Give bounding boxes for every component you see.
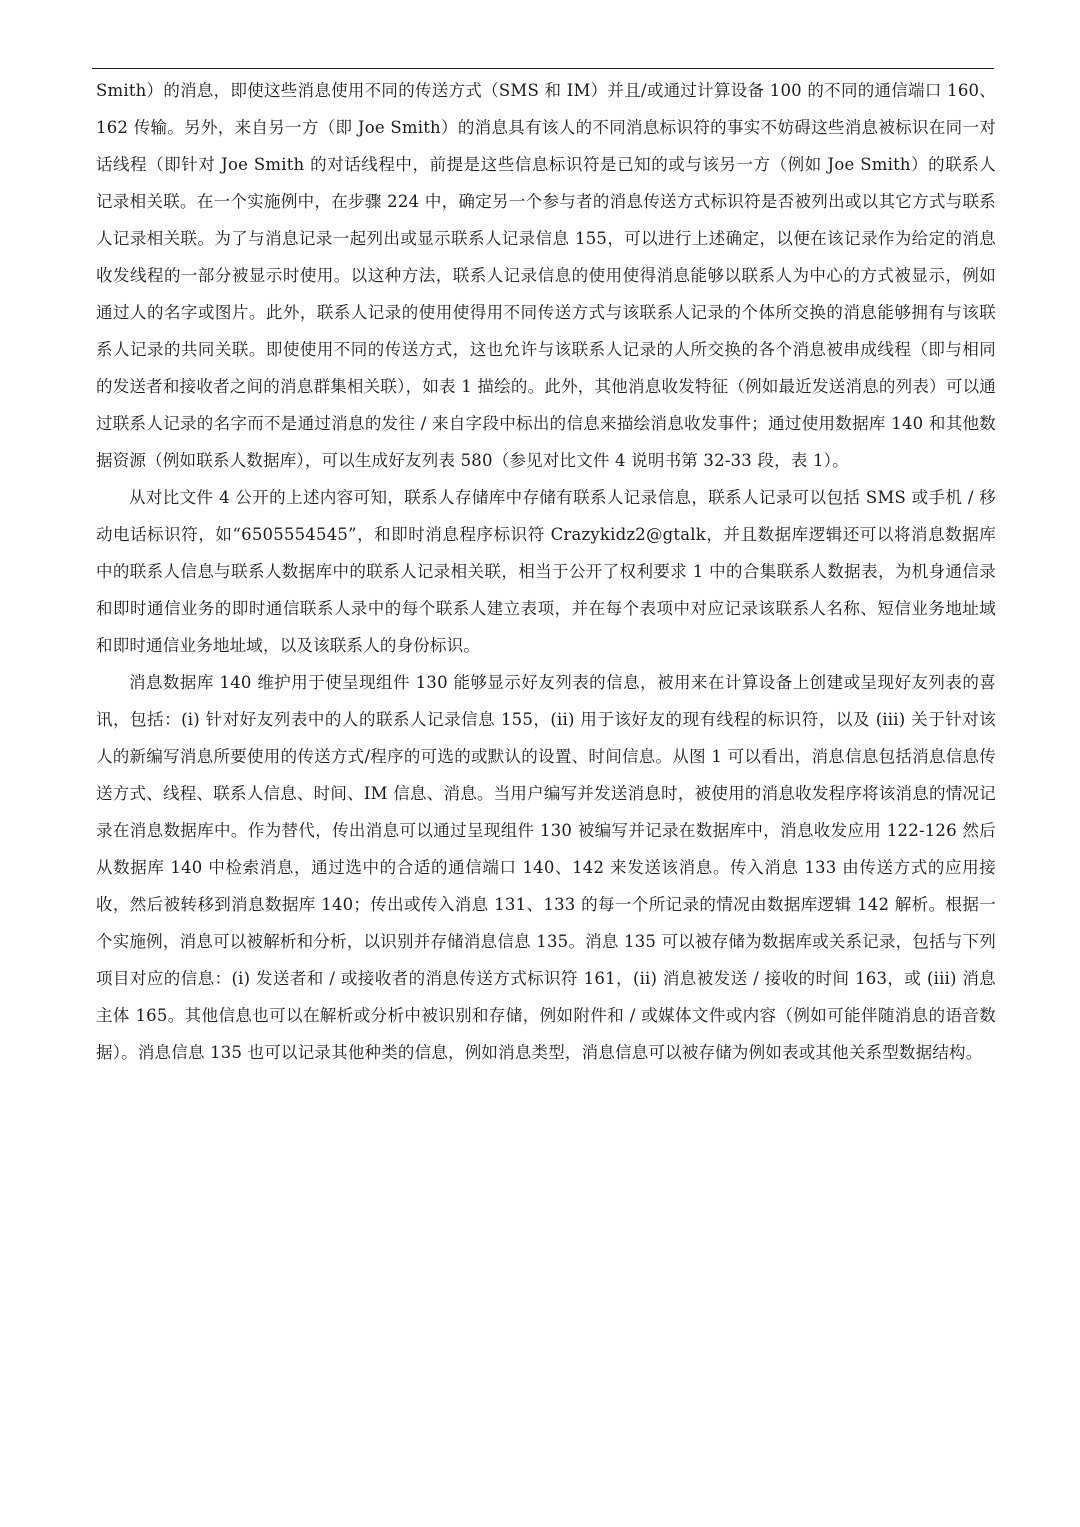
paragraph-message-database: 消息数据库 140 维护用于使呈现组件 130 能够显示好友列表的信息，被用来在计算设备上创建或呈现好友列表的喜讯，包括：(i) 针对好友列表中的人的联系人记录信息 155，(ii) 用于该好友的现有线程的标识符，以及 (iii) 关于针对该人的新编写消息所要使用的传送方式/程序的可选的或默认的设置、时间信息。从图 1 可以看出，消息信息包括消息信息传送方式、线程、联系人信息、时间、IM 信息、消息。当用户编写并发送消息时，被使用的消息收发程序将该消息的情况记录在消息数据库中。作为替代，传出消息可以通过呈现组件 130 被编写并记录在数据库中，消息收发应用 122-126 然后从数据库 140 中检索消息，通过选中的合适的通信端口 140、142 来发送该消息。传入消息 133 由传送方式的应用接收，然后被转移到消息数据库 140；传出或传入消息 131、133 的每一个所记录的情况由数据库逻辑 142 解析。根据一个实施例，消息可以被解析和分析，以识别并存储消息信息 135。消息 135 可以被存储为数据库或关系记录，包括与下列项目对应的信息：(i) 发送者和 / 或接收者的消息传送方式标识符 161，(ii) 消息被发送 / 接收的时间 163，或 (iii) 消息主体 165。其他信息也可以在解析或分析中被识别和存储，例如附件和 / 或媒体文件或内容（例如可能伴随消息的语音数据）。消息信息 135 也可以记录其他种类的信息，例如消息类型，消息信息可以被存储为例如表或其他关系型数据结构。 [96, 673, 996, 1062]
header-rule [92, 68, 994, 69]
paragraph-continued: Smith）的消息，即使这些消息使用不同的传送方式（SMS 和 IM）并且/或通过计算设备 100 的不同的通信端口 160、162 传输。另外，来自另一方（即 Joe Smith）的消息具有该人的不同消息标识符的事实不妨碍这些消息被标识在同一对话线程（即针对 Joe Smith 的对话线程中，前提是这些信息标识符是已知的或与该另一方（例如 Joe Smith）的联系人记录相关联。在一个实施例中，在步骤 224 中，确定另一个参与者的消息传送方式标识符是否被列出或以其它方式与联系人记录相关联。为了与消息记录一起列出或显示联系人记录信息 155，可以进行上述确定，以便在该记录作为给定的消息收发线程的一部分被显示时使用。以这种方法，联系人记录信息的使用使得消息能够以联系人为中心的方式被显示，例如通过人的名字或图片。此外，联系人记录的使用使得用不同传送方式与该联系人记录的个体所交换的消息能够拥有与该联系人记录的共同关联。即使使用不同的传送方式，这也允许与该联系人记录的人所交换的各个消息被串成线程（即与相同的发送者和接收者之间的消息群集相关联），如表 1 描绘的。此外，其他消息收发特征（例如最近发送消息的列表）可以通过联系人记录的名字而不是通过消息的发往 / 来自字段中标出的信息来描绘消息收发事件；通过使用数据库 140 和其他数据资源（例如联系人数据库），可以生成好友列表 580（参见对比文件 4 说明书第 32-33 段，表 1）。 [96, 81, 996, 470]
document-body [96, 72, 996, 1071]
paragraph-analysis: 从对比文件 4 公开的上述内容可知，联系人存储库中存储有联系人记录信息，联系人记录可以包括 SMS 或手机 / 移动电话标识符，如“6505554545”，和即时消息程序标识符 Crazykidz2@gtalk，并且数据库逻辑还可以将消息数据库中的联系人信息与联系人数据库中的联系人记录相关联，相当于公开了权利要求 1 中的合集联系人数据表，为机身通信录和即时通信业务的即时通信联系人录中的每个联系人建立表项，并在每个表项中对应记录该联系人名称、短信业务地址域和即时通信业务地址域，以及该联系人的身份标识。 [96, 488, 996, 655]
